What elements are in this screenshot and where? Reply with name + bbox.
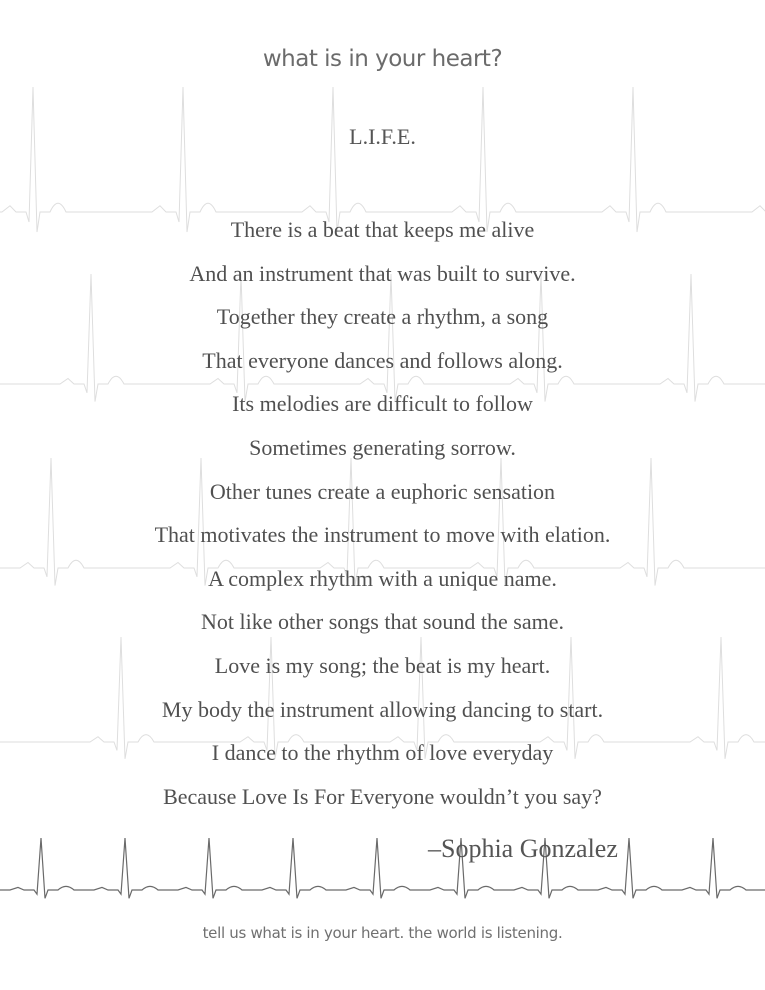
poem-body xyxy=(0,208,765,818)
ecg-trace-main xyxy=(0,838,765,898)
poem-line: Not like other songs that sound the same. xyxy=(201,609,564,635)
poem-line: Love is my song; the beat is my heart. xyxy=(214,652,551,678)
poem-line: A complex rhythm with a unique name. xyxy=(208,565,557,591)
poem-line: I dance to the rhythm of love everyday xyxy=(211,740,554,766)
poem-line: There is a beat that keeps me alive xyxy=(230,217,535,242)
poem-line: That motivates the instrument to move with elation. xyxy=(154,522,611,548)
poem-title: L.I.F.E. xyxy=(349,124,416,149)
poem-line: That everyone dances and follows along. xyxy=(202,347,563,373)
poem-line: My body the instrument allowing dancing to start. xyxy=(161,696,604,722)
poem-author: –Sophia Gonzalez xyxy=(428,834,618,863)
header-prompt: what is in your heart? xyxy=(262,46,503,72)
poem-line: Together they create a rhythm, a song xyxy=(216,304,549,330)
poem-line: Sometimes generating sorrow. xyxy=(249,434,516,460)
poem-line: Its melodies are difficult to follow xyxy=(232,391,533,417)
footer-tagline: tell us what is in your heart. the world is listening. xyxy=(202,924,563,942)
poem-line: Because Love Is For Everyone wouldn’t you say? xyxy=(163,783,602,809)
poem-line: Other tunes create a euphoric sensation xyxy=(209,478,556,504)
poem-line: And an instrument that was built to survive. xyxy=(189,260,576,286)
